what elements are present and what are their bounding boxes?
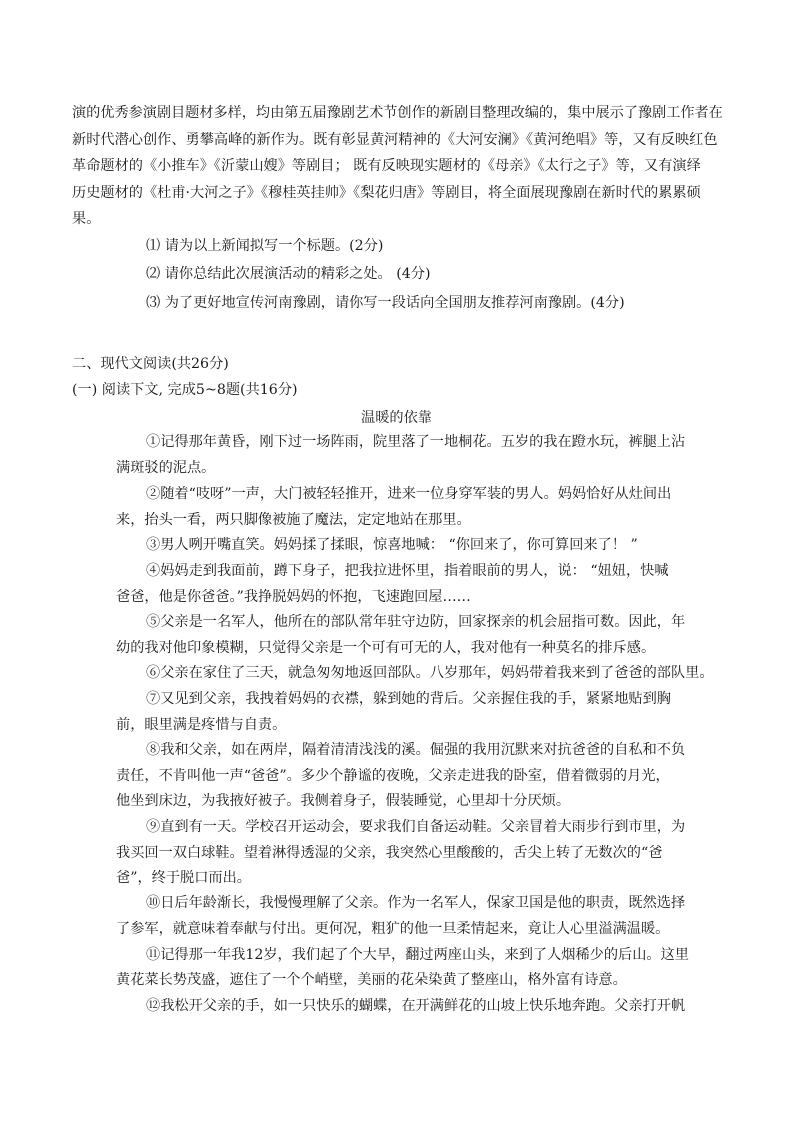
article-line: ⑥父亲在家住了三天，就急匆匆地返回部队。八岁那年，妈妈带着我来到了爸爸的部队里。 (146, 665, 714, 681)
article-line: 爸爸，他是你爸爸。”我挣脱妈妈的怀抱，飞速跑回屋…… (116, 589, 471, 605)
article-line: ②随着“吱呀”一声，大门被轻轻推开，进来一位身穿军装的男人。妈妈恰好从灶间出 (146, 486, 672, 502)
article-line: ⑩日后年龄渐长，我慢慢理解了父亲。作为一名军人，保家卫国是他的职责，既然选择 (146, 895, 686, 911)
article-line: 黄花菜长势茂盛，遮住了一个个峭壁，美丽的花朵染黄了整座山，格外富有诗意。 (116, 972, 627, 988)
intro-line: 演的优秀参演剧目题材多样，均由第五届豫剧艺术节创作的新剧目整理改编的，集中展示了豫剧工作者在 (72, 105, 723, 121)
question-item: ⑴ 请为以上新闻拟写一个标题。(2分) (146, 238, 384, 254)
section-heading: 二、现代文阅读(共26分) (72, 356, 229, 372)
question-item: ⑶ 为了更好地宣传河南豫剧，请你写一段话向全国朋友推荐河南豫剧。(4分) (146, 295, 625, 311)
article-line: ⑨直到有一天。学校召开运动会，要求我们自备运动鞋。父亲冒着大雨步行到市里，为 (146, 819, 686, 835)
article-line: ⑪记得那一年我12岁，我们起了个大早，翻过两座山头，来到了人烟稀少的后山。这里 (146, 947, 689, 963)
article-line: ⑧我和父亲，如在两岸，隔着清清浅浅的溪。倔强的我用沉默来对抗爸爸的自私和不负 (146, 742, 686, 758)
article-line: 了参军，就意味着奉献与付出。更何况，粗犷的他一旦柔情起来，竟让人心里溢满温暖。 (116, 921, 670, 937)
article-line: 幼的我对他印象模糊，只觉得父亲是一个可有可无的人，我对他有一种莫名的排斥感。 (116, 640, 656, 656)
article-title: 温暖的依靠 (361, 410, 432, 426)
article-line: 我买回一双白球鞋。望着淋得透湿的父亲，我突然心里酸酸的，舌尖上转了无数次的“爸 (116, 845, 663, 861)
section-subheading: (一) 阅读下文, 完成5~8题(共16分) (72, 382, 298, 398)
article-line: ③男人咧开嘴直笑。妈妈揉了揉眼，惊喜地喊： “你回来了，你可算回来了！ ” (146, 537, 638, 553)
article-line: ⑦又见到父亲，我拽着妈妈的衣襟，躲到她的背后。父亲握住我的手，紧紧地贴到胸 (146, 691, 671, 707)
article-line: ①记得那年黄昏，刚下过一场阵雨，院里落了一地桐花。五岁的我在蹬水玩，裤腿上沾 (146, 434, 686, 450)
intro-line: 革命题材的《小推车》《沂蒙山嫂》等剧目； 既有反映现实题材的《母亲》《太行之子》等，又有演绎 (72, 158, 701, 174)
intro-line: 新时代潜心创作、勇攀高峰的新作为。既有彰显黄河精神的《大河安澜》《黄河绝唱》等，又有反映红色 (72, 132, 718, 148)
intro-line: 果。 (72, 211, 101, 227)
article-line: 满斑驳的泥点。 (116, 460, 216, 476)
question-item: ⑵ 请你总结此次展演活动的精彩之处。 (4分) (146, 266, 431, 282)
article-line: ⑫我松开父亲的手，如一只快乐的蝴蝶，在开满鲜花的山坡上快乐地奔跑。父亲打开帆 (146, 998, 686, 1014)
article-line: 他坐到床边，为我掖好被子。我侧着身子，假装睡觉，心里却十分厌烦。 (116, 793, 571, 809)
article-line: ⑤父亲是一名军人，他所在的部队常年驻守边防，回家探亲的机会屈指可数。因此，年 (146, 614, 686, 630)
intro-line: 历史题材的《杜甫·大河之子》《穆桂英挂帅》《梨花归唐》等剧目，将全面展现豫剧在新时代的累累硕 (72, 185, 701, 201)
article-line: 爸”，终于脱口而出。 (116, 870, 251, 886)
article-line: 来，抬头一看，两只脚像被施了魔法，定定地站在那里。 (116, 512, 471, 528)
article-line: ④妈妈走到我面前，蹲下身子，把我拉进怀里，指着眼前的男人，说： “妞妞，快喊 (146, 563, 669, 579)
article-line: 责任，不肯叫他一声“爸爸”。多少个静谧的夜晚，父亲走进我的卧室，借着微弱的月光， (116, 768, 670, 784)
article-line: 前，眼里满是疼惜与自责。 (116, 717, 287, 733)
